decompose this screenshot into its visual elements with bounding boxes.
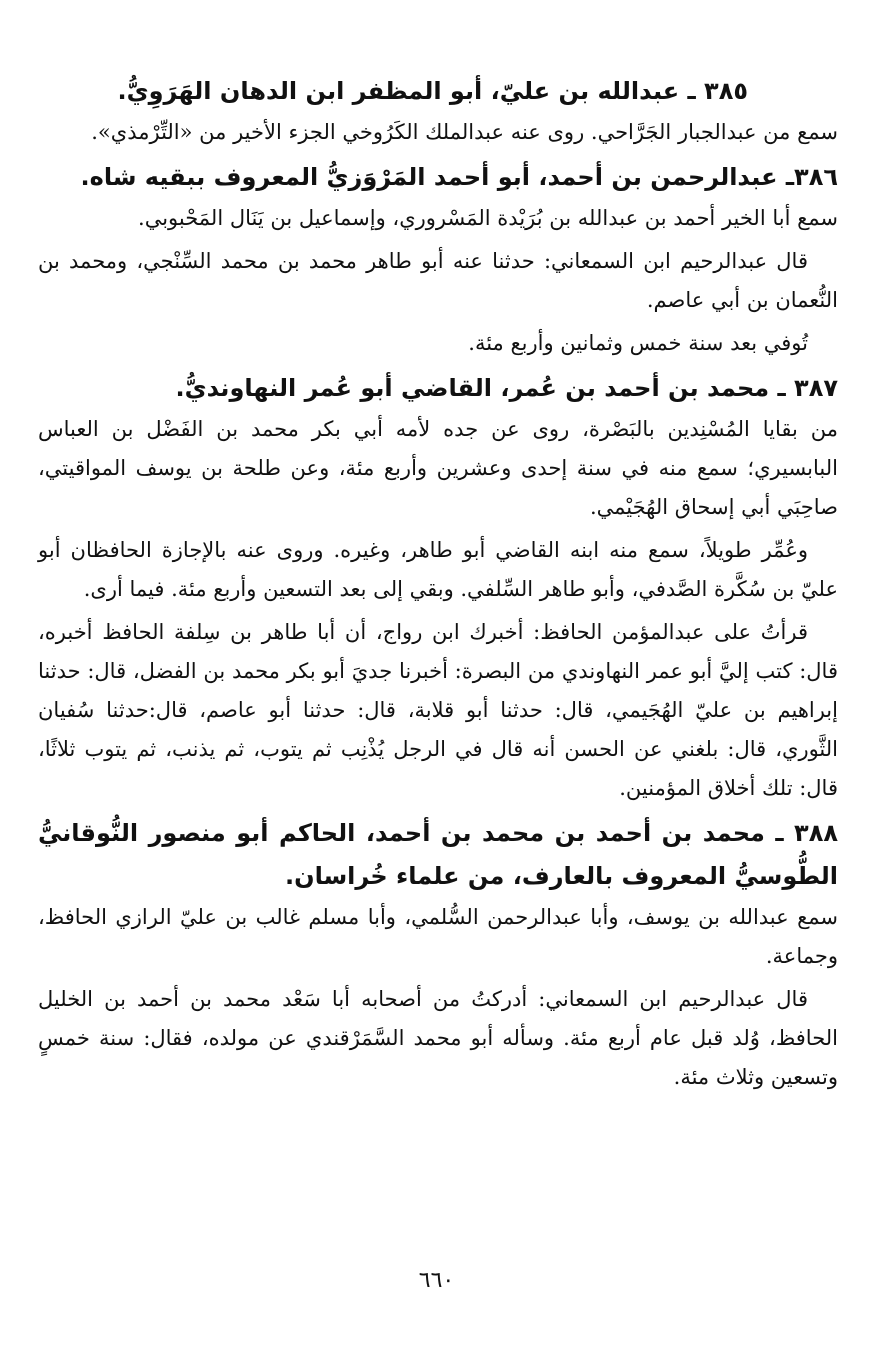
entry-heading-388: ٣٨٨ ـ محمد بن أحمد بن محمد بن أحمد، الحاكم أبو منصور النُّوقانيُّ الطُّوسيُّ المعروف بالعارف، من علماء خُراسان. <box>38 819 838 890</box>
entry-heading-386: ٣٨٦ـ عبدالرحمن بن أحمد، أبو أحمد المَرْوَزيُّ المعروف ببقيه شاه. <box>80 163 838 191</box>
entry-heading-387: ٣٨٧ ـ محمد بن أحمد بن عُمر، القاضي أبو عُمر النهاونديُّ. <box>175 374 838 402</box>
entry-385-paragraph-1: سمع من عبدالجبار الجَرَّاحي. روى عنه عبدالملك الكَرُوخي الجزء الأخير من «التِّرْمذي». <box>91 120 838 144</box>
entry-386-paragraph-3: تُوفي بعد سنة خمس وثمانين وأربع مئة. <box>468 331 808 355</box>
entry-387-paragraph-3: قرأتُ على عبدالمؤمن الحافظ: أخبرك ابن رواج، أن أبا طاهر بن سِلفة الحافظ أخبره، قال: كتب إليَّ أبو عمر النهاوندي من البصرة: أخبرنا جديَ أبو بكر محمد بن الفضل، قال: حدثنا إبراهيم بن عليّ الهُجَيمي، قال: حدثنا أبو قلابة، قال: حدثنا أبو عاصم، قال:حدثنا سُفيان الثَّوري، قال: بلغني عن الحسن أنه قال في الرجل يُذْنِب ثم يتوب، ثم يذنب، ثم يتوب ثلاثًا، قال: تلك أخلاق المؤمنين. <box>38 620 838 800</box>
entry-387-paragraph-2: وعُمِّر طويلاً، سمع منه ابنه القاضي أبو طاهر، وغيره. وروى عنه بالإجازة الحافظان أبو عليّ بن سُكَّرة الصَّدفي، وأبو طاهر السِّلفي. وبقي إلى بعد التسعين وأربع مئة. فيما أرى. <box>38 538 838 601</box>
entry-heading-385: ٣٨٥ ـ عبدالله بن عليّ، أبو المظفر ابن الدهان الهَرَوِيُّ. <box>117 77 748 105</box>
page-number: ٦٦٠ <box>418 1268 455 1293</box>
entry-387-paragraph-1: من بقايا المُسْنِدين بالبَصْرة، روى عن جده لأمه أبي بكر محمد بن الفَضْل بن العباس البابسيري؛ سمع منه في سنة إحدى وعشرين وأربع مئة، وعن طلحة بن يوسف المواقيتي، صاحِبَي أبي إسحاق الهُجَيْمي. <box>38 417 838 519</box>
entry-386-paragraph-1: سمع أبا الخير أحمد بن عبدالله بن بُرَيْدة المَسْروري، وإسماعيل بن يَنَال المَحْبوبي. <box>138 206 838 230</box>
page-body <box>38 70 838 1101</box>
entry-388-paragraph-2: قال عبدالرحيم ابن السمعاني: أدركتُ من أصحابه أبا سَعْد محمد بن أحمد بن الخليل الحافظ، وُلد قبل عام أربع مئة. وسأله أبو محمد السَّمَرْقندي عن مولده، فقال: سنة خمسٍ وتسعين وثلاث مئة. <box>38 987 838 1089</box>
entry-388-paragraph-1: سمع عبدالله بن يوسف، وأبا عبدالرحمن السُّلمي، وأبا مسلم غالب بن عليّ الرازي الحافظ، وجماعة. <box>38 905 838 968</box>
entry-386-paragraph-2: قال عبدالرحيم ابن السمعاني: حدثنا عنه أبو طاهر محمد بن محمد السِّنْجي، ومحمد بن النُّعمان بن أبي عاصم. <box>38 249 838 312</box>
